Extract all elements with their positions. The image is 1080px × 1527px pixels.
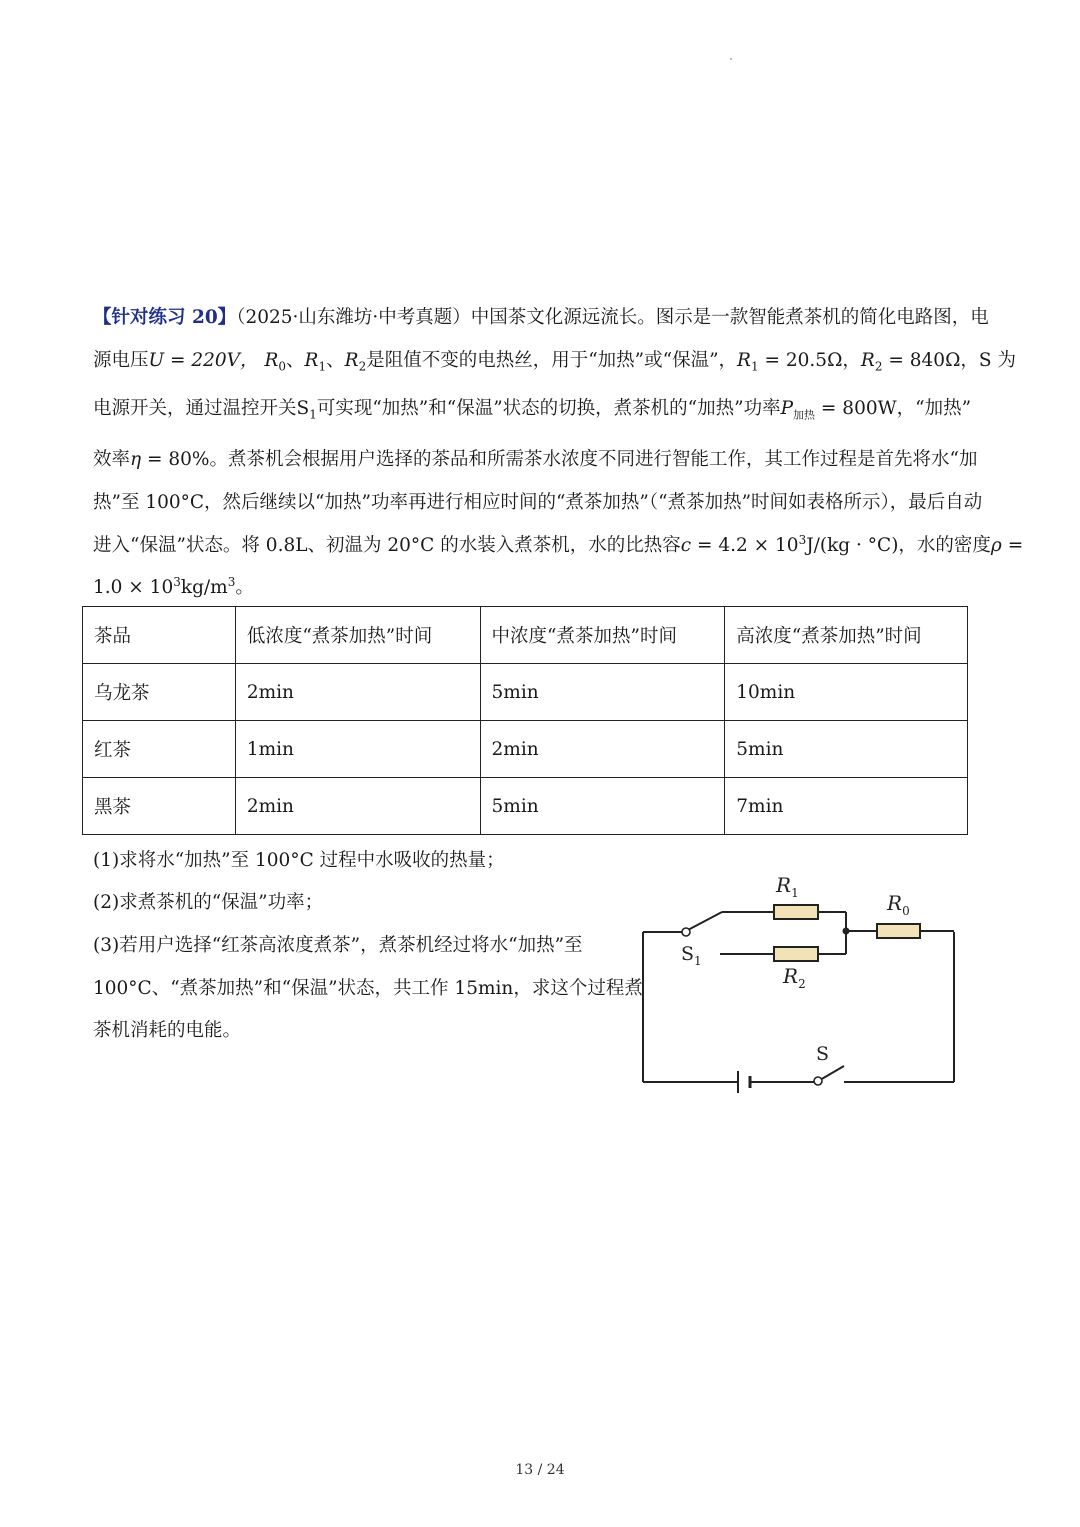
table-cell: 10min xyxy=(725,664,968,721)
problem-line-5: 热”至 100°C，然后继续以“加热”功率再进行相应时间的“煮茶加热”（“煮茶加热”时间如表格所示），最后自动 xyxy=(93,492,983,513)
problem-line-2: 源电压U = 220V， $R_0$、$R_1$、$R_2$是阻值不变的电热丝，用于“加热”或“保温”，$R_1 = 20.5\Omega$，$R_2 = 840\Omega$，S 为 xyxy=(93,350,1016,374)
table-cell: 2min xyxy=(235,664,480,721)
problem-line-4: 效率η = 80%。煮茶机会根据用户选择的茶品和所需茶水浓度不同进行智能工作，其工作过程是首先将水“加 xyxy=(93,449,978,470)
table-cell: 红茶 xyxy=(83,721,236,778)
table-row xyxy=(83,778,968,835)
table-cell: 2min xyxy=(480,721,725,778)
problem-line-3: 电源开关，通过温控开关$S_1$可实现“加热”和“保温”状态的切换，煮茶机的“加热”功率$P_{加热} = 800W$，“加热” xyxy=(93,398,972,422)
page-number: 13 / 24 xyxy=(515,1462,565,1478)
table-header-cell: 中浓度“煮茶加热”时间 xyxy=(480,607,725,664)
table-row xyxy=(83,664,968,721)
switch-s1-pivot xyxy=(682,928,690,936)
scan-dot xyxy=(730,58,732,60)
switch-s-pivot xyxy=(814,1077,822,1085)
label-r2: $R_2$ xyxy=(783,964,806,991)
table-header-cell: 低浓度“煮茶加热”时间 xyxy=(235,607,480,664)
table-header-row xyxy=(83,607,968,664)
question-3-line-3: 茶机消耗的电能。 xyxy=(93,1020,242,1041)
problem-line-6: 进入“保温”状态。将 0.8L、初温为 20°C 的水装入煮茶机，水的比热容$c = 4.2 \times 10^3J/(kg \cdot ^\circ C)$，水的密度ρ = xyxy=(93,532,1024,556)
problem-line-7: $1.0 \times 10^3kg/m^3$。 xyxy=(93,574,254,598)
table-cell: 7min xyxy=(725,778,968,835)
label-s: S xyxy=(816,1043,830,1065)
question-2: (2)求煮茶机的“保温”功率； xyxy=(93,892,324,913)
switch-s-blade xyxy=(820,1066,844,1080)
table-cell: 1min xyxy=(235,721,480,778)
problem-line-1: 【针对练习 20】（2025·山东潍坊·中考真题）中国茶文化源远流长。图示是一款智能煮茶机的简化电路图，电 xyxy=(93,307,989,328)
exercise-tag: 【针对练习 20】 xyxy=(93,307,237,328)
table-cell: 乌龙茶 xyxy=(83,664,236,721)
table-header-cell: 高浓度“煮茶加热”时间 xyxy=(725,607,968,664)
table-cell: 5min xyxy=(480,664,725,721)
resistor-r1 xyxy=(774,905,818,919)
resistor-r2 xyxy=(774,947,818,961)
switch-s1-blade xyxy=(686,912,722,931)
question-3-line-1: (3)若用户选择“红茶高浓度煮茶”，煮茶机经过将水“加热”至 xyxy=(93,935,583,956)
table-header-cell: 茶品 xyxy=(83,607,236,664)
exercise-source: （2025·山东潍坊·中考真题） xyxy=(236,307,471,328)
circuit-diagram xyxy=(630,868,970,1098)
question-3-line-2: 100°C、“煮茶加热”和“保温”状态，共工作 15min，求这个过程煮 xyxy=(93,978,643,999)
table-row xyxy=(83,721,968,778)
question-1: (1)求将水“加热”至 100°C 过程中水吸收的热量； xyxy=(93,850,505,871)
label-s1: $S_1$ xyxy=(681,943,702,968)
table-cell: 5min xyxy=(480,778,725,835)
tea-time-table xyxy=(82,606,968,835)
resistor-r0 xyxy=(877,924,920,938)
table-cell: 2min xyxy=(235,778,480,835)
table-cell: 黑茶 xyxy=(83,778,236,835)
junction-dot xyxy=(843,928,850,935)
label-r0: $R_0$ xyxy=(887,891,910,918)
table-cell: 5min xyxy=(725,721,968,778)
label-r1: $R_1$ xyxy=(776,873,799,900)
